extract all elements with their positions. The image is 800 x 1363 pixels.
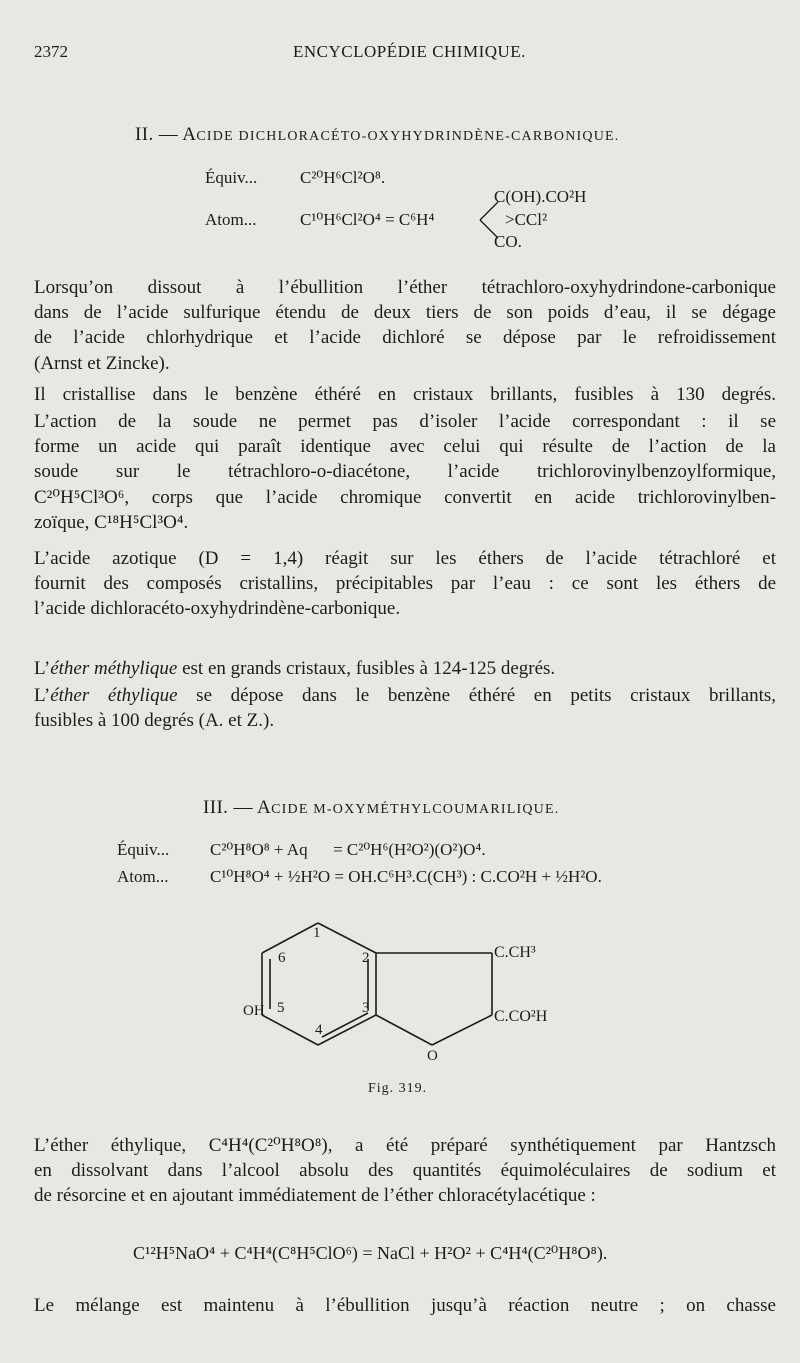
furan-bond (432, 1015, 492, 1045)
text-line: (Arnst et Zincke). (34, 352, 170, 374)
ring-number-5: 5 (277, 1000, 285, 1016)
section-2-atom-formula: C¹⁰H⁶Cl²O⁴ = C⁶H⁴ (300, 210, 435, 229)
text-line: L’action de la soude ne permet pas d’isoler l’acide correspondant : il se (34, 411, 776, 432)
paragraph-ebullition (34, 1293, 776, 1318)
text-line (34, 683, 776, 708)
running-title: ENCYCLOPÉDIE CHIMIQUE. (293, 42, 526, 61)
ring-number-2: 2 (362, 950, 370, 966)
section-3-title-text: CIDE M-OXYMÉTHYLCOUMARILIQUE. (271, 802, 560, 817)
text-line: forme un acide qui paraît identique avec celui qui résulte de l’action de la (34, 436, 776, 458)
ring-bond (262, 923, 318, 953)
paragraph-ether-ethylique (34, 683, 776, 733)
text-line: dans de l’acide sulfurique étendu de deux tiers de son poids d’eau, il se dégage (34, 302, 776, 324)
section-2-branch-top: C(OH).CO²H (494, 187, 587, 206)
paragraph-soude (34, 409, 776, 535)
section-3-numeral: III. — A (203, 797, 272, 818)
section-3-equiv-formula: C²⁰H⁸O⁸ + Aq = C²⁰H⁶(H²O²)(O²)O⁴. (210, 840, 486, 859)
text-line: de résorcine et en ajoutant immédiatement de l’éther chloracétylacétique : (34, 1185, 596, 1207)
figure-319-structure (240, 915, 580, 1075)
section-3-atom-label: Atom... (117, 867, 169, 886)
text-line: zoïque, C¹⁸H⁵Cl³O⁴. (34, 511, 189, 533)
oh-label: OH (243, 1003, 265, 1019)
ethyl-pre: L’ (34, 685, 51, 706)
paragraph-crystallisation (34, 382, 776, 407)
section-2-title-text: CIDE DICHLORACÉTO-OXYHYDRINDÈNE-CARBONIQUE. (196, 129, 620, 144)
text-line: soude sur le tétrachloro-o-diacétone, l’acide trichlorovinylbenzoylformique, (34, 461, 776, 483)
paragraph-dissolution (34, 275, 776, 376)
paragraph-hantzsch (34, 1133, 776, 1209)
section-2-numeral: II. — A (135, 124, 197, 145)
text-line: l’acide dichloracéto-oxyhydrindène-carbonique. (34, 598, 401, 620)
section-3-equiv-label: Équiv... (117, 840, 170, 859)
paragraph-azotique (34, 546, 776, 622)
text-line: en dissolvant dans l’alcool absolu des quantités équimoléculaires de sodium et (34, 1160, 776, 1182)
ch3-group-label: C.CH³ (494, 944, 536, 961)
ring-bond (318, 923, 376, 953)
page-number: 2372 (34, 42, 68, 61)
paragraph-ether-methylique (34, 656, 776, 681)
ring-number-6: 6 (278, 950, 286, 966)
section-2-equiv-label: Équiv... (205, 168, 258, 187)
text-line: fusibles à 100 degrés (A. et Z.). (34, 710, 275, 732)
section-2-branch-bot: CO. (494, 232, 522, 251)
text-line (34, 656, 776, 681)
co2h-group-label: C.CO²H (494, 1008, 548, 1025)
figure-caption: Fig. 319. (368, 1081, 428, 1096)
ethyl-rest: se dépose dans le benzène éthéré en petits cristaux brillants, (177, 685, 776, 706)
section-3-atom-formula: C¹⁰H⁸O⁴ + ½H²O = OH.C⁶H³.C(CH³) : C.CO²H + ½H²O. (210, 867, 602, 886)
ring-number-1: 1 (313, 925, 321, 941)
text-line: Il cristallise dans le benzène éthéré en cristaux brillants, fusibles à 130 degrés. (34, 384, 776, 405)
methyl-rest: est en grands cristaux, fusibles à 124-125 degrés. (177, 658, 556, 679)
text-line: C²⁰H⁵Cl³O⁶, corps que l’acide chromique convertit en acide trichlorovinylben- (34, 486, 776, 508)
methyl-term: éther méthylique (50, 658, 178, 679)
section-2-title (135, 124, 619, 146)
ring-number-4: 4 (315, 1022, 323, 1038)
text-line: Lorsqu’on dissout à l’ébullition l’éther tétrachloro-oxyhydrindone-carbonique (34, 277, 776, 298)
methyl-pre: L’ (34, 658, 51, 679)
text-line: de l’acide chlorhydrique et l’acide dichloré se dépose par le refroidissement (34, 327, 776, 349)
oxygen-label: O (427, 1048, 438, 1064)
text-line: L’acide azotique (D = 1,4) réagit sur les éthers de l’acide tétrachloré et (34, 548, 776, 569)
ethyl-term: éther éthylique (50, 685, 178, 706)
reaction-equation: C¹²H⁵NaO⁴ + C⁴H⁴(C⁸H⁵ClO⁶) = NaCl + H²O² + C⁴H⁴(C²⁰H⁸O⁸). (133, 1243, 608, 1263)
ring-number-3: 3 (362, 1000, 370, 1016)
ring-bond (318, 1015, 376, 1045)
furan-bond (376, 1015, 432, 1045)
text-line: Le mélange est maintenu à l’ébullition jusqu’à réaction neutre ; on chasse (34, 1295, 776, 1316)
section-3-title (203, 797, 559, 819)
section-2-atom-label: Atom... (205, 210, 257, 229)
text-line: L’éther éthylique, C⁴H⁴(C²⁰H⁸O⁸), a été préparé synthétiquement par Hantzsch (34, 1135, 776, 1156)
text-line: fournit des composés cristallins, précipitables par l’eau : ce sont les éthers de (34, 573, 776, 595)
section-2-equiv-formula: C²⁰H⁶Cl²O⁸. (300, 168, 386, 187)
ring-bond (262, 1015, 318, 1045)
section-2-branch-mid: >CCl² (505, 210, 548, 229)
